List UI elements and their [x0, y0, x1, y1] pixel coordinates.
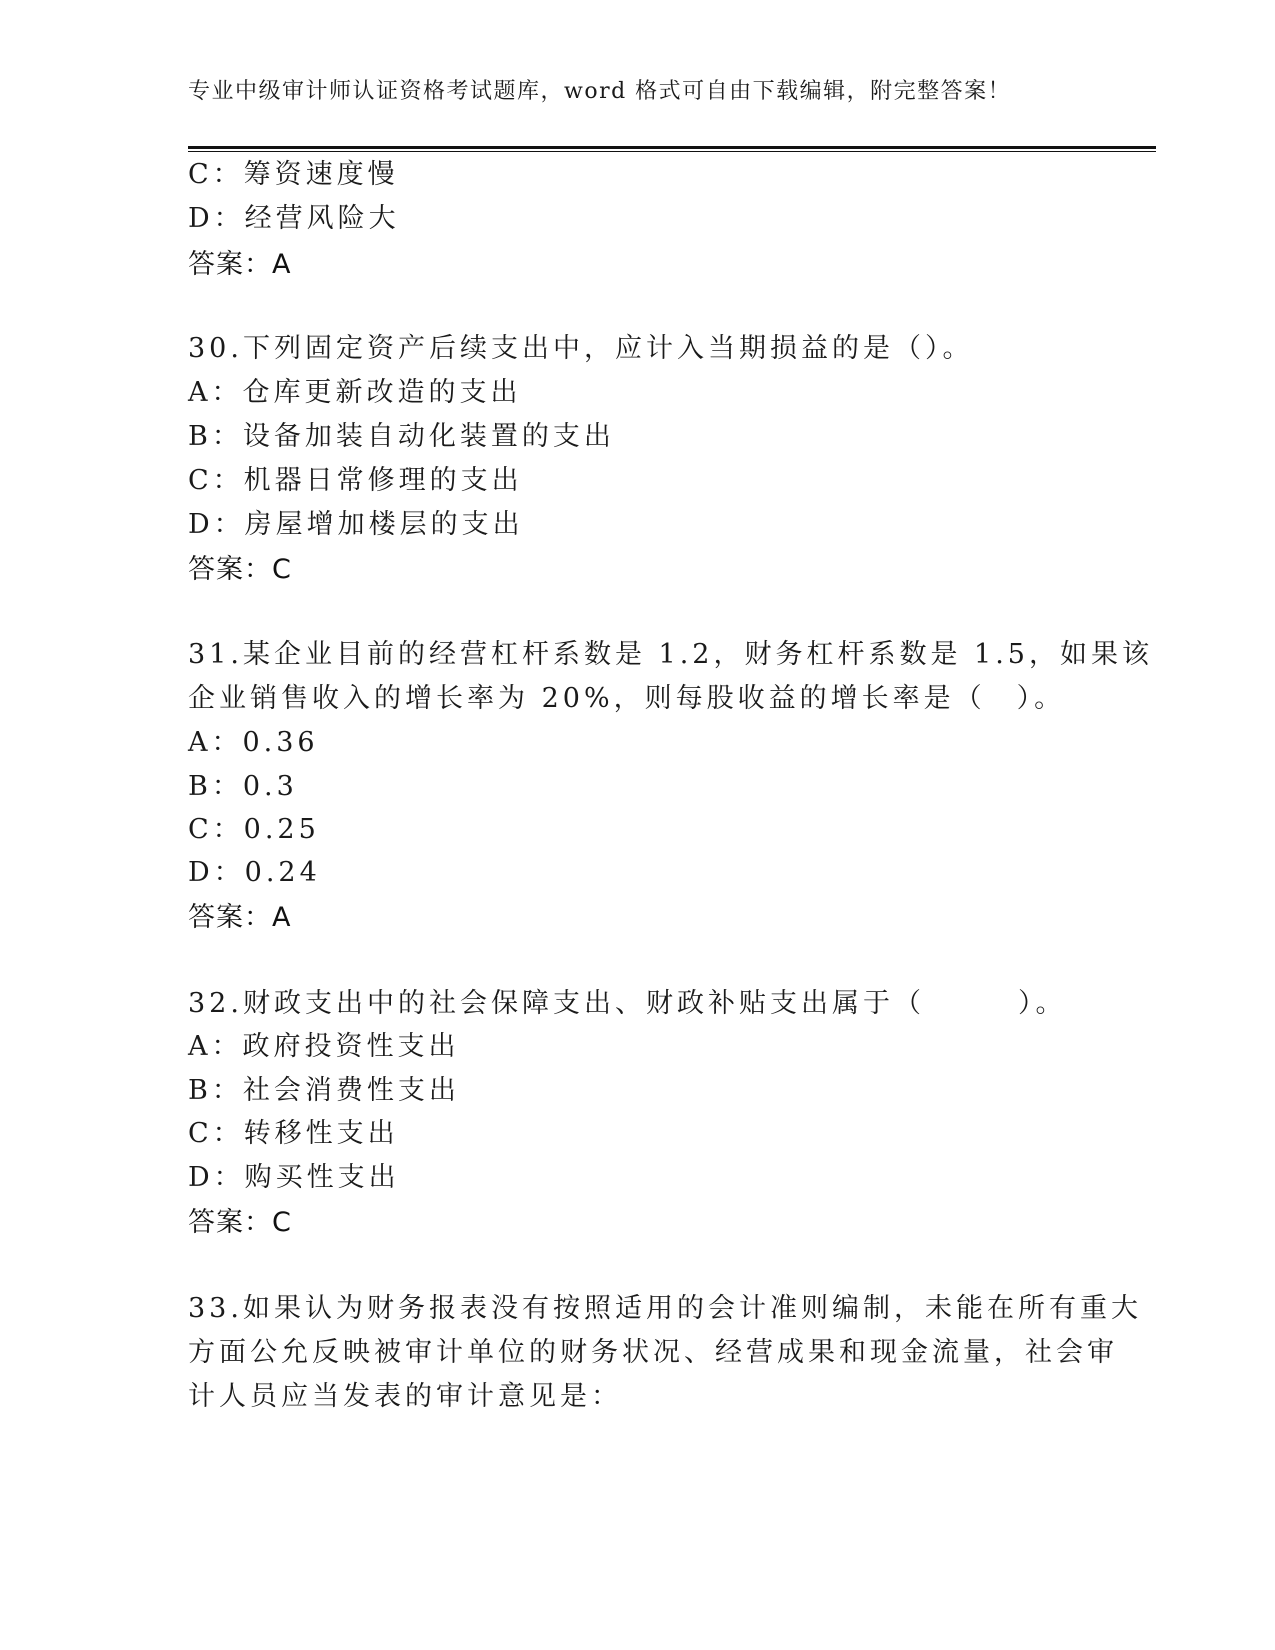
option-a: A：政府投资性支出: [188, 1031, 460, 1062]
option-b: B：0.3: [188, 771, 298, 802]
question-33-stem-line1: 33.如果认为财务报表没有按照适用的会计准则编制，未能在所有重大: [188, 1293, 1142, 1324]
question-33-stem-line3: 计人员应当发表的审计意见是：: [188, 1381, 622, 1412]
option-a: A：仓库更新改造的支出: [188, 377, 522, 408]
option-b: B：社会消费性支出: [188, 1075, 460, 1106]
question-30-stem: 30.下列固定资产后续支出中，应计入当期损益的是（）。: [188, 333, 974, 364]
question-33-stem-line2: 方面公允反映被审计单位的财务状况、经营成果和现金流量，社会审: [188, 1337, 1118, 1368]
answer: 答案：A: [188, 902, 292, 933]
option-d: D：0.24: [188, 857, 321, 888]
page-header: 专业中级审计师认证资格考试题库，word 格式可自由下载编辑，附完整答案！: [188, 79, 1012, 104]
question-31-stem-line1: 31.某企业目前的经营杠杆系数是 1.2，财务杠杆系数是 1.5，如果该: [188, 639, 1153, 670]
answer: 答案：C: [188, 554, 292, 585]
option-b: B：设备加装自动化装置的支出: [188, 421, 615, 452]
header-rule-thick: [188, 146, 1156, 149]
question-31-stem-line2: 企业销售收入的增长率为 20%，则每股收益的增长率是（ ）。: [188, 683, 1066, 714]
option-d: D：房屋增加楼层的支出: [188, 509, 524, 540]
option-c: C：转移性支出: [188, 1118, 399, 1149]
option-a: A：0.36: [188, 727, 319, 758]
option-d: D：经营风险大: [188, 203, 400, 234]
option-c: C：0.25: [188, 814, 320, 845]
option-c: C：机器日常修理的支出: [188, 465, 523, 496]
option-d: D：购买性支出: [188, 1162, 400, 1193]
question-32-stem: 32.财政支出中的社会保障支出、财政补贴支出属于（ ）。: [188, 988, 1067, 1019]
answer: 答案：A: [188, 249, 292, 280]
answer: 答案：C: [188, 1207, 292, 1238]
option-c: C：筹资速度慢: [188, 159, 399, 190]
